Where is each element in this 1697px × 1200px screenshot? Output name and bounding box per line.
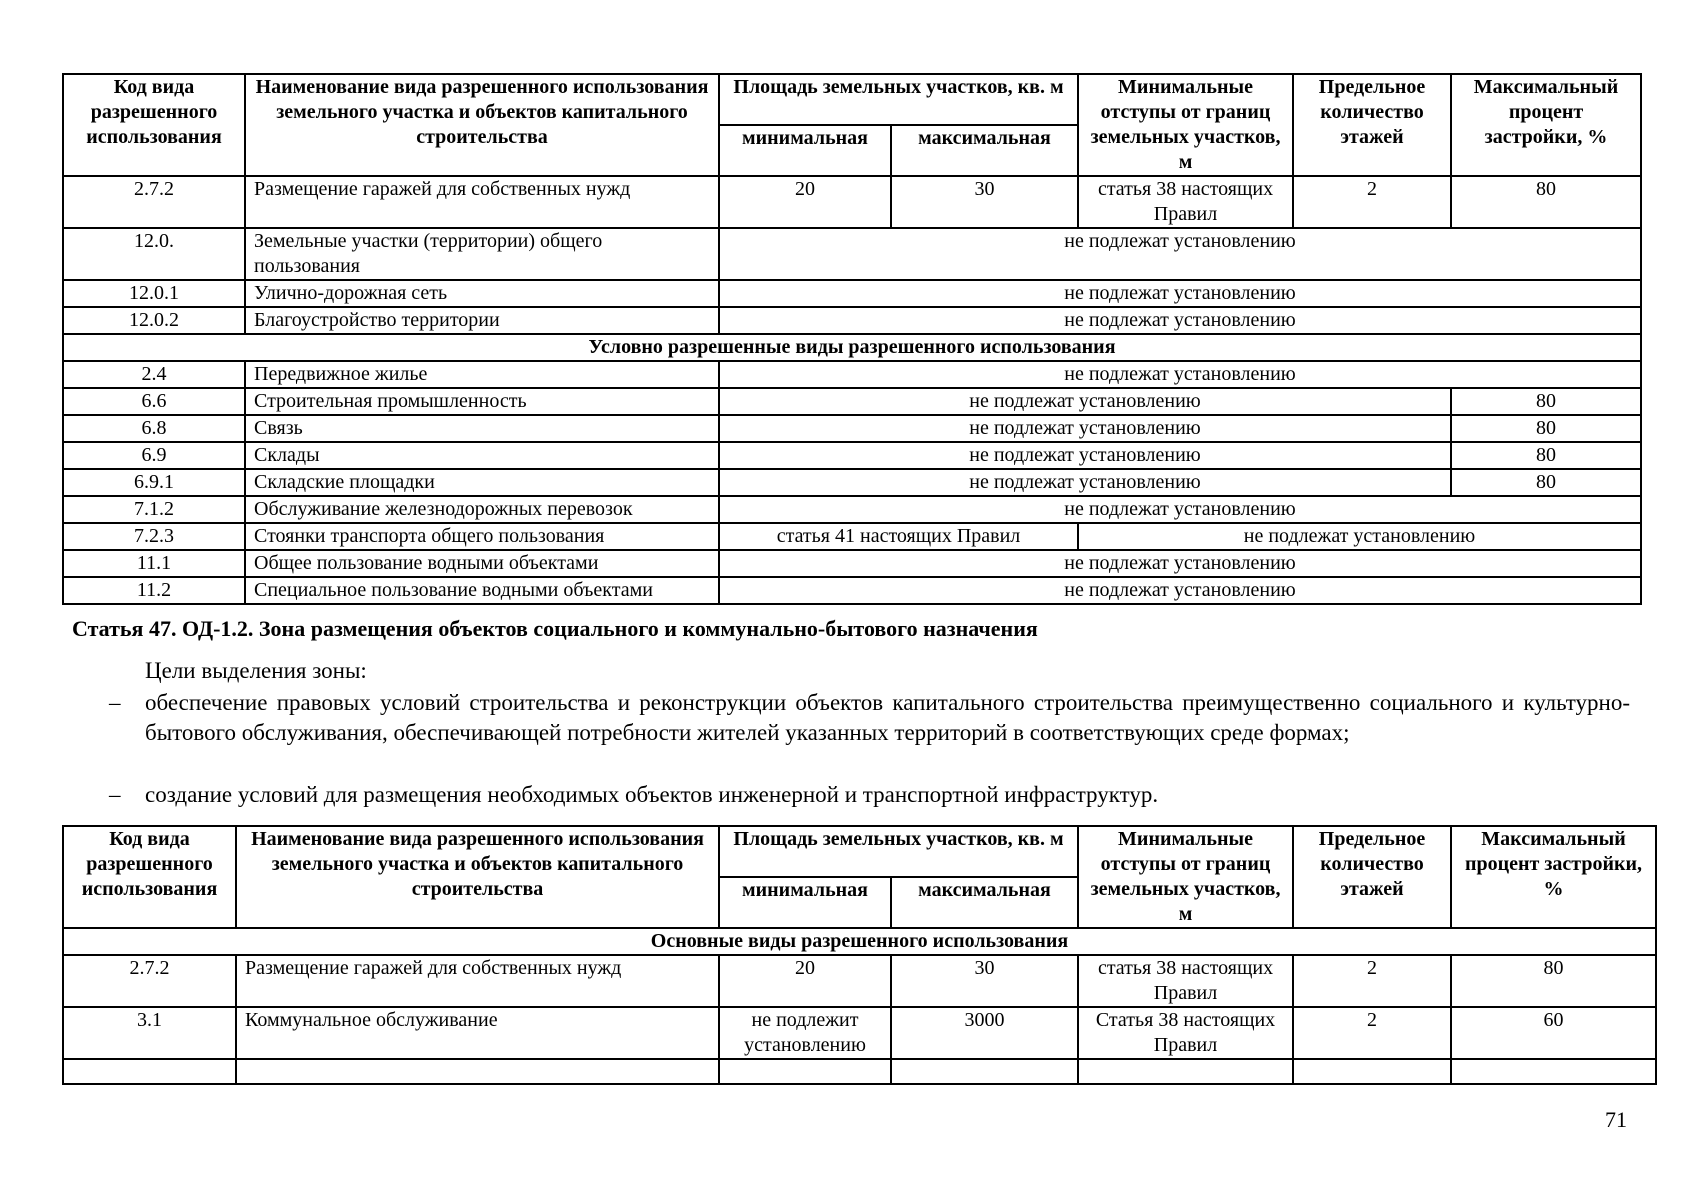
bullet-dash: – (109, 690, 121, 715)
cell-name: Размещение гаражей для собственных нужд (236, 955, 719, 1007)
table-row (63, 442, 1641, 469)
cell-value: не подлежат установлению (719, 577, 1641, 604)
cell-max: 30 (891, 955, 1078, 1007)
table-row (63, 469, 1641, 496)
cell-code: 6.8 (63, 415, 245, 442)
cell-code: 11.2 (63, 577, 245, 604)
header-coverage: Максимальный процент застройки, % (1451, 826, 1656, 928)
cell-value: не подлежат установлению (719, 415, 1451, 442)
article-heading: Статья 47. ОД-1.2. Зона размещения объектов социального и коммунально-бытового назначения (72, 616, 1038, 641)
table-row (63, 361, 1641, 388)
cell-min: не подлежит установлению (719, 1007, 891, 1059)
cell-name: Строительная промышленность (245, 388, 719, 415)
cell-code: 7.1.2 (63, 496, 245, 523)
cell-name: Обслуживание железнодорожных перевозок (245, 496, 719, 523)
goal-bullet (109, 780, 1630, 810)
page-number: 71 (1605, 1107, 1627, 1132)
cell-empty (891, 1059, 1078, 1084)
header-setbacks: Минимальные отступы от границ земельных участков, м (1078, 826, 1293, 928)
bullet-dash: – (109, 782, 121, 807)
cell-min: 20 (719, 955, 891, 1007)
table-row (63, 550, 1641, 577)
cell-name: Связь (245, 415, 719, 442)
cell-area: статья 41 настоящих Правил (719, 523, 1078, 550)
section-main-heading: Основные виды разрешенного использования (63, 928, 1656, 955)
header-code: Код вида разрешенного использования (63, 826, 236, 928)
cell-floors: 2 (1293, 1007, 1451, 1059)
cell-name: Улично-дорожная сеть (245, 280, 719, 307)
table-row (63, 228, 1641, 280)
header-area-max: максимальная (891, 125, 1078, 176)
cell-name: Коммунальное обслуживание (236, 1007, 719, 1059)
header-name: Наименование вида разрешенного использования земельного участка и объектов капитального строительства (245, 74, 719, 176)
cell-empty (1451, 1059, 1656, 1084)
cell-coverage: 80 (1451, 176, 1641, 228)
header-area: Площадь земельных участков, кв. м (719, 826, 1078, 877)
cell-name: Благоустройство территории (245, 307, 719, 334)
cell-code: 6.6 (63, 388, 245, 415)
cell-code: 12.0.1 (63, 280, 245, 307)
header-code: Код вида разрешенного использования (63, 74, 245, 176)
section-conditional-heading: Условно разрешенные виды разрешенного использования (63, 334, 1641, 361)
table-row (63, 523, 1641, 550)
cell-setback: статья 38 настоящих Правил (1078, 176, 1293, 228)
cell-name: Склады (245, 442, 719, 469)
table-row (63, 307, 1641, 334)
table-row (63, 415, 1641, 442)
table-row (63, 955, 1656, 1007)
cell-name: Земельные участки (территории) общего пользования (245, 228, 719, 280)
cell-value: не подлежат установлению (719, 361, 1641, 388)
cell-empty (236, 1059, 719, 1084)
cell-value: не подлежат установлению (719, 550, 1641, 577)
goal-bullet-text: обеспечение правовых условий строительства и реконструкции объектов капитального строительства преимущественно социального и культурно-бытового обслуживания, обеспечивающей потребности жителей указанных территорий в соответствующих среде формах; (145, 690, 1630, 745)
goal-bullet (109, 688, 1630, 748)
section-row (63, 928, 1656, 955)
cell-value: не подлежат установлению (1078, 523, 1641, 550)
table-row-empty (63, 1059, 1656, 1084)
cell-value: не подлежат установлению (719, 469, 1451, 496)
cell-code: 2.4 (63, 361, 245, 388)
table-row (63, 1007, 1656, 1059)
cell-code: 12.0.2 (63, 307, 245, 334)
cell-name: Общее пользование водными объектами (245, 550, 719, 577)
header-floors: Предельное количество этажей (1293, 74, 1451, 176)
cell-empty (1078, 1059, 1293, 1084)
header-area-min: минимальная (719, 125, 891, 176)
cell-value: не подлежат установлению (719, 442, 1451, 469)
cell-name: Специальное пользование водными объектами (245, 577, 719, 604)
cell-setback: статья 38 настоящих Правил (1078, 955, 1293, 1007)
header-setbacks: Минимальные отступы от границ земельных участков, м (1078, 74, 1293, 176)
cell-setback: Статья 38 настоящих Правил (1078, 1007, 1293, 1059)
cell-code: 6.9.1 (63, 469, 245, 496)
table-row (63, 176, 1641, 228)
cell-value: не подлежат установлению (719, 388, 1451, 415)
goals-title: Цели выделения зоны: (145, 658, 367, 683)
cell-coverage: 80 (1451, 442, 1641, 469)
header-area-max: максимальная (891, 877, 1078, 928)
cell-code: 6.9 (63, 442, 245, 469)
cell-code: 7.2.3 (63, 523, 245, 550)
cell-empty (63, 1059, 236, 1084)
cell-min: 20 (719, 176, 891, 228)
cell-name: Передвижное жилье (245, 361, 719, 388)
cell-empty (719, 1059, 891, 1084)
section-row (63, 334, 1641, 361)
cell-coverage: 80 (1451, 955, 1656, 1007)
cell-max: 3000 (891, 1007, 1078, 1059)
cell-coverage: 60 (1451, 1007, 1656, 1059)
cell-code: 11.1 (63, 550, 245, 577)
cell-coverage: 80 (1451, 469, 1641, 496)
header-area: Площадь земельных участков, кв. м (719, 74, 1078, 125)
cell-name: Размещение гаражей для собственных нужд (245, 176, 719, 228)
cell-code: 2.7.2 (63, 955, 236, 1007)
table-row (63, 577, 1641, 604)
table-row (63, 388, 1641, 415)
header-name: Наименование вида разрешенного использования земельного участка и объектов капитального строительства (236, 826, 719, 928)
cell-floors: 2 (1293, 176, 1451, 228)
cell-name: Стоянки транспорта общего пользования (245, 523, 719, 550)
goal-bullet-text: создание условий для размещения необходимых объектов инженерной и транспортной инфраструктур. (145, 782, 1159, 807)
cell-value: не подлежат установлению (719, 496, 1641, 523)
land-use-table-1 (62, 73, 1642, 605)
header-floors: Предельное количество этажей (1293, 826, 1451, 928)
table-row (63, 496, 1641, 523)
cell-coverage: 80 (1451, 415, 1641, 442)
cell-code: 3.1 (63, 1007, 236, 1059)
cell-code: 2.7.2 (63, 176, 245, 228)
cell-value: не подлежат установлению (719, 307, 1641, 334)
table-row (63, 280, 1641, 307)
cell-code: 12.0. (63, 228, 245, 280)
cell-coverage: 80 (1451, 388, 1641, 415)
cell-empty (1293, 1059, 1451, 1084)
cell-name: Складские площадки (245, 469, 719, 496)
cell-floors: 2 (1293, 955, 1451, 1007)
header-coverage: Максимальный процент застройки, % (1451, 74, 1641, 176)
cell-value: не подлежат установлению (719, 228, 1641, 280)
cell-max: 30 (891, 176, 1078, 228)
header-area-min: минимальная (719, 877, 891, 928)
cell-value: не подлежат установлению (719, 280, 1641, 307)
land-use-table-2 (62, 825, 1657, 1085)
